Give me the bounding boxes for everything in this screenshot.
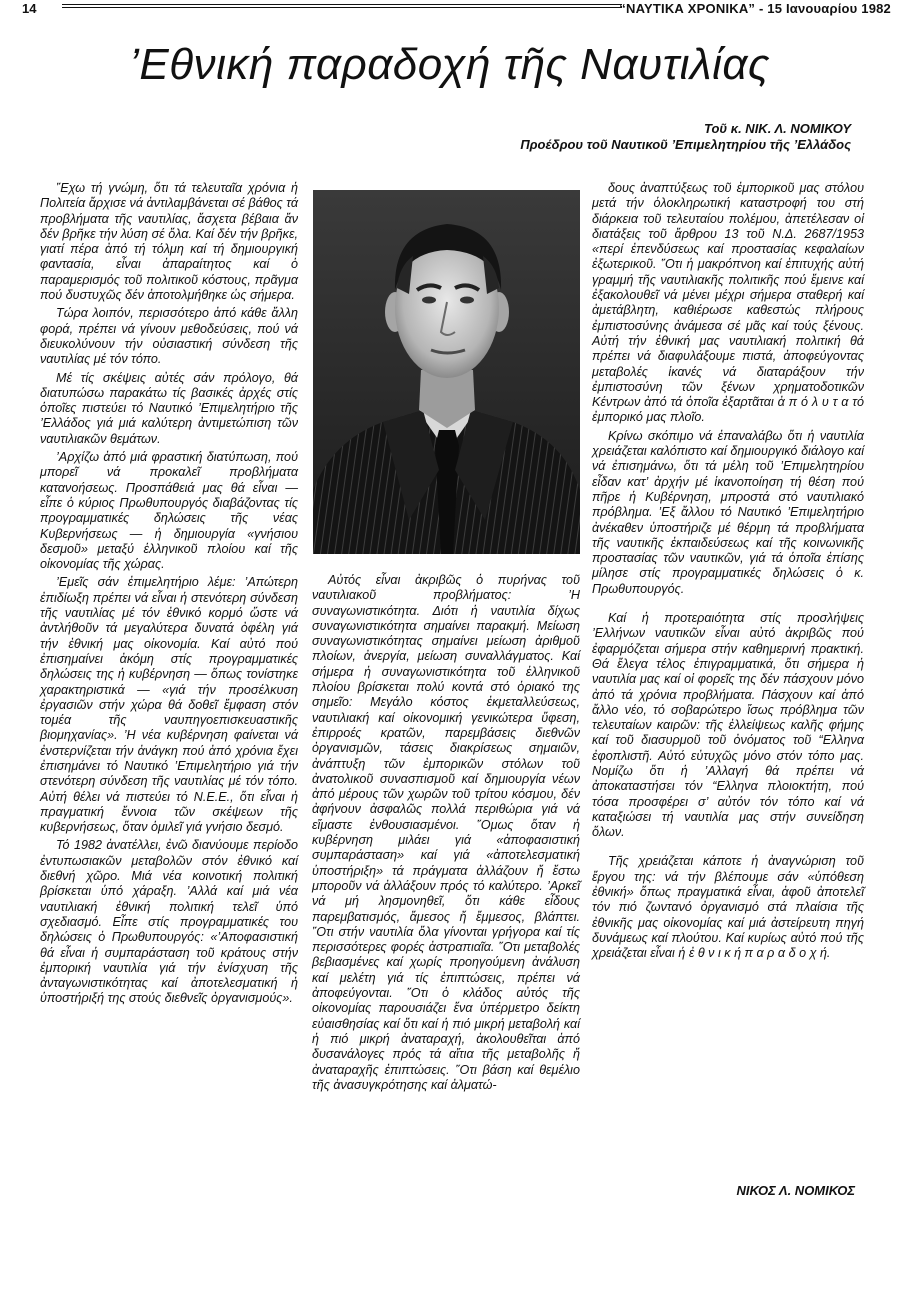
paragraph: Τώρα λοιπόν, περισσότερο ἀπό κάθε ἄλλη φορά, πρέπει νά γίνουν μεθοδεύσεις, πού νά διευκολύνουν τήν οὐσιαστική σύνδεση τῆς ναυτιλίας μέ τόν τόπο. [40, 306, 298, 367]
paragraph: Τό 1982 ἀνατέλλει, ἐνῶ διανύουμε περίοδο ἐντυπωσιακῶν μεταβολῶν στόν ἐθνικό καί διεθνή χῶρο. Μιά νέα κοινοτική πολιτική βρίσκεται ὑπό χάραξη. ’Αλλά καί μιά νέα ναυτιλιακή ἐθνική πολιτική τελεῖ ὑπό σχεδιασμό. Εἶπε στίς προγραμματικές του δηλώσεις ὁ Πρωθυπουργός: «’Αποφασιστική θά εἶναι ἡ συμπαράσταση τοῦ κράτους στήν ἐμπορική ναυτιλία γιά τήν ἐνίσχυση τῆς ἀνταγωνιστικότητας καί ἀποτελεσματική ἡ ὑποστήριξή της στούς διεθνεῖς ὀργανισμούς». [40, 838, 298, 1006]
page-number: 14 [22, 1, 37, 16]
paragraph: Τῆς χρειάζεται κάποτε ἡ ἀναγνώριση τοῦ ἔργου της: νά τήν βλέπουμε σάν «ὑπόθεση ἐθνική» ὅπως πραγματικά εἶναι, ἀφοῦ ἀποτελεῖ τόν πιό ζωντανό ὀργανισμό στά πλαίσια τῆς ἐθνικῆς μας οἰκονομίας καί μιά ἀστείρευτη πηγή δυνάμεως καί πλούτου. Καί κυρίως αὐτό πού τῆς χρειάζεται εἶναι ἡ ἐ θ ν ι κ ή π α ρ α δ ο χ ή. [592, 854, 864, 961]
byline-role: Προέδρου τοῦ Ναυτικοῦ ’Επιμελητηρίου τῆς ’Ελλάδος [520, 137, 851, 152]
running-head: “ΝΑΥΤΙΚΑ ΧΡΟΝΙΚΑ” - 15 Ιανουαρίου 1982 [619, 1, 891, 16]
paragraph: Καί ἡ προτεραιότητα στίς προσλήψεις ’Ελλήνων ναυτικῶν εἶναι αὐτό ἀκριβῶς πού ἐφαρμόζεται σήμερα στήν καθημερινή πρακτική. Θά ἔλεγα τέλος ἐπιγραμματικά, ὅτι σήμερα ἡ ναυτιλία μας καί οἱ φορεῖς της δέν πάσχουν μόνο ἀπό τά χρόνια προβλήματα. Πάσχουν καί ἀπό ἄλλο νέο, τό σοβαρώτερο ἴσως πρόβλημα τῶν τελευταίων καιρῶν: τῆς ἐλλείψεως καλῆς φήμης καί τοῦ διασυρμοῦ τοῦ ὀνόματος τοῦ “Ελληνα ἐφοπλιστῆ. Αὐτό εὐτυχῶς μόνο στόν τόπο μας. Νομίζω ὅτι ἡ ’Αλλαγή θά πρέπει νά ἀποκαταστήσει τόν “Ελληνα πλοιοκτήτη, πού τόσα προσφέρει σ’ αὐτόν τόν τόπο καί νά καταξιώσει τή ναυτιλία μας στήν συνείδηση ὅλων. [592, 611, 864, 840]
byline-author: Τοῦ κ. ΝΙΚ. Λ. ΝΟΜΙΚΟΥ [704, 121, 851, 136]
article-title: ’Εθνική παραδοχή τῆς Ναυτιλίας [129, 40, 770, 89]
column-3 [592, 181, 864, 965]
column-2 [312, 573, 580, 1096]
byline [520, 121, 851, 153]
paragraph: ’Αρχίζω ἀπό μιά φραστική διατύπωση, πού μπορεῖ νά προκαλεῖ προβλήματα κατανοήσεως. Προσπάθειά μας θά εἶναι — εἶπε ὁ κύριος Πρωθυπουργός διαβάζοντας τίς προγραμματικές δηλώσεις τῆς νέας Κυβερνήσεως — ἡ δημιουργία «γνήσιου δεσμοῦ» μεταξύ ἑλληνικοῦ πλοίου καί τῆς οἰκονομίας τῆς χώρας. [40, 450, 298, 572]
paragraph: Μέ τίς σκέψεις αὐτές σάν πρόλογο, θά διατυπώσω παρακάτω τίς βασικές ἀρχές στίς ὁποῖες πιστεύει τό Ναυτικό ’Επιμελητήριο τῆς ’Ελλάδος γιά μιά καλύτερη ἀντιμετώπιση τῶν ναυτιλιακῶν θεμάτων. [40, 370, 298, 446]
paragraph: ῞Εχω τή γνώμη, ὅτι τά τελευταῖα χρόνια ἡ Πολιτεία ἄρχισε νά ἀντιλαμβάνεται σέ βάθος τά προβλήματα τῆς ναυτιλίας, ἄσχετα βέβαια ἄν δέν βρῆκε τήν λύση σέ ὅλα. Καί δέν τήν βρῆκε, γιατί πέρα ἀπό τή τόλμη καί τή δημιουργική φαντασία, εἶναι ἀπαραίτητος καί ὁ παραμερισμός τοῦ πολιτικοῦ κόστους, πρᾶγμα πού δυστυχῶς δέν ἀποτολμήθηκε ὡς σήμερα. [40, 181, 299, 303]
column-1 [40, 181, 298, 1010]
page-header [0, 0, 899, 22]
signature: ΝΙΚΟΣ Λ. ΝΟΜΙΚΟΣ [736, 1183, 855, 1198]
header-rule [62, 4, 622, 8]
paragraph: ’Εμεῖς σάν ἐπιμελητήριο λέμε: ’Απώτερη ἐπιδίωξη πρέπει νά εἶναι ἡ στενότερη σύνδεση τῆς ναυτιλίας μέ τόν ἐθνικό κορμό ὥστε νά ἀντλήθοῦν τά μεγαλύτερα δυνατά ὀφέλη γιά τήν ἐθνική μας οἰκονομία. Καί αὐτό πού ἐπισημαίνει ἀκόμη στίς προγραμματικές δηλώσεις της ἡ κυβέρνηση — ὅπως τονίστηκε χαρακτηριστικά — «γιά τήν προσέλκυση ἐργασιῶν στήν χώρα θά δοθεῖ ἔμφαση στόν τομέα τῆς ναυπηγοεπισκευαστικῆς βιομηχανίας». ’Η νέα κυβέρνηση φαίνεται νά ἐνστερνίζεται τήν ἀνάγκη πού ἀπό χρόνια ἔχει ἐπισημάνει τό Ναυτικό ’Επιμελητήριο γιά τήν στενότερη σύνδεση τῆς ναυτιλίας μέ τόν τόπο. Αὐτή θέλει νά πιστεύει τό Ν.Ε.Ε., ὅτι εἶναι ἡ πραγματική ἔννοια τῶν σκέψεων τῆς κυβερνήσεως, ὅταν ὁμιλεῖ γιά γνήσιο δεσμό. [40, 575, 298, 835]
paragraph: Κρίνω σκόπιμο νά ἐπαναλάβω ὅτι ἡ ναυτιλία χρειάζεται καλόπιστο καί δημιουργικό διάλογο καί νά ἐπισημάνω, ὅτι τά μέλη τοῦ ’Επιμελητηρίου εἶδαν κατ’ ἀρχήν μέ ἱκανοποίηση τή θέση πού πῆρε ἡ Κυβέρνηση, μπροστά στό ναυτιλιακό πρόβλημα. ’Εξ ἄλλου τό Ναυτικό ’Επιμελητήριο ἀνέκαθεν ὑποστήριζε μέ θέρμη τά προβλήματα τῆς ναυτικῆς ἐκπαιδεύσεως καί τῆς κοινωνικῆς προστασίας τῶν ναυτικῶν, γιά τά ὁποῖα ἐπίσης μίλησε στίς προγραμματικές δηλώσεις ὁ κ. Πρωθυπουργός. [592, 428, 864, 596]
paragraph: δους ἀναπτύξεως τοῦ ἐμπορικοῦ μας στόλου μετά τήν ὁλοκληρωτική καταστροφή του στή διάρκεια τοῦ τελευταίου πολέμου, ἀπετέλεσαν οἱ διατάξεις τοῦ ἄρθρου 13 τοῦ Ν.Δ. 2687/1953 «περί ἐπενδύσεως καί προστασίας κεφαλαίων ἐξωτερικοῦ. ῞Οτι ἡ μακρόπνοη καί ἐπιτυχής αὐτή γραμμή τῆς ναυτιλιακῆς πολιτικῆς πού ἔμεινε καί ἐξακολουθεῖ νά μένει μέχρι σήμερα σταθερή καί ἀμετάβλητη, καθιέρωσε καθεστώς πλήρους ἐμπιστοσύνης ἀνάμεσα σέ μᾶς καί τούς ξένους. Αὐτή τήν ἐθνική μας ναυτιλιακή πολιτική θά πρέπει νά διαφυλάξουμε πιστά, ἀποφεύγοντας μεταβολές ἱκανές νά διαταράξουν τήν ἐμπιστοσύνη τῶν ξένων χρηματοδοτικῶν Κέντρων ἀπό τά ὁποῖα ἐξαρτᾶται ἀ π ό λ υ τ α τό ἐμπορικό μας πλοῖο. [592, 181, 864, 425]
paragraph: Αὐτός εἶναι ἀκριβῶς ὁ πυρήνας τοῦ ναυτιλιακοῦ προβλήματος: ’Η συναγωνιστικότητα. Διότι ἡ ναυτιλία δίχως συναγωνιστικότητα σημαίνει παρακμή. Μείωση συναγωνιστικότητας σημαίνει μείωση ἀριθμοῦ πλοίων, ἀνεργία, μείωση συναλλάγματος. Καί σήμερα ἡ συναγωνιστικότητα τοῦ ἑλληνικοῦ πλοίου βρίσκεται πολύ κοντά στό ὁριακό της σημεῖο: Μεγάλο κόστος ἐκμεταλλεύσεως, ναυτιλιακή καί οἰκονομική γενικώτερα ὕφεση, ἐπιρροές κρατῶν, παρεμβάσεις διεθνῶν ὀργανισμῶν, τάσεις διακρίσεως σημαιῶν, ἀνάπτυξη τῶν ἐμπορικῶν στόλων τοῦ ἀνατολικοῦ συνασπισμοῦ καί δημιουργία νέων ἀπό μέρους τῶν χωρῶν τοῦ τρίτου κόσμου, δέν ἀφήνουν ἀσφαλῶς πολλά περιθώρια γιά νά εἴμαστε ἐνθουσιασμένοι. ῞Ομως ὅταν ἡ κυβέρνηση μιλάει γιά «ἀποφασιστική συμπαράσταση» καί γιά «ἀποτελεσματική ὑποστήριξη» τά πράγματα ἀλλάζουν ἤ ἔστω μποροῦν νά ἀλλάξουν πρός τό καλύτερο. ’Αρκεῖ νά μή λησμονηθεῖ, ὅτι κάθε εἶδους παρεμβατισμός, ἄμεσος ἤ ἔμμεσος, βλάπτει. ῞Οτι στήν ναυτιλία ὅλα γίνονται γρήγορα καί τίς περισσότερες φορές ἀστραπιαῖα. ῞Οτι μεταβολές βεβιασμένες καί χωρίς προηγούμενη ἀνάλυση καί μελέτη γιά τίς ἐπιπτώσεις, πρέπει νά ἀποφεύγονται. ῞Οτι ὁ κλάδος αὐτός τῆς οἰκονομίας παρουσιάζει ἕνα ὑπέρμετρο δείκτη εὐαισθησίας καί ὅτι καί ἡ πιό μικρή μεταβολή καί ἡ πιό μικρή ἀναταραχή, ἀκολουθεῖται ἀπό δυσανάλογες πρός τά αἴτια τῆς μεταβολῆς ἤ ἀναταραχῆς ἐπιπτώσεις. ῞Οτι βάση καί θεμέλιο τῆς ἀνασυγκρότησης καί ἀλματώ- [312, 573, 580, 1092]
author-photo [313, 190, 580, 554]
portrait-illustration [313, 190, 580, 554]
